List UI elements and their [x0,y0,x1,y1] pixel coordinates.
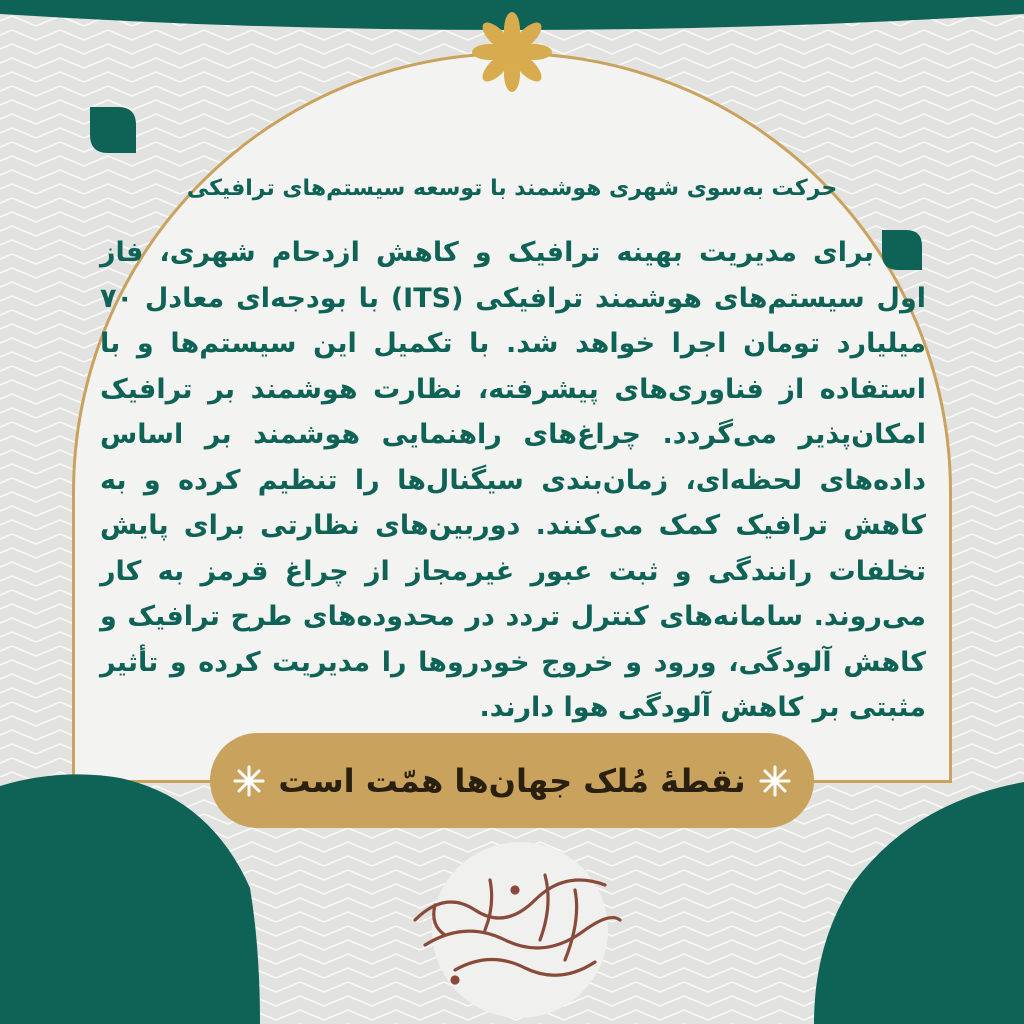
leaf-icon [88,105,138,155]
post-body: برای مدیریت بهینه ترافیک و کاهش ازدحام شهری، فاز اول سیستم‌های هوشمند ترافیکی (ITS) با بودجه‌ای معادل ۷۰ میلیارد تومان اجرا خواهد شد. با تکمیل این سیستم‌ها و با استفاده از فناوری‌های پیشرفته، نظارت هوشمند بر ترافیک امکان‌پذیر می‌گردد. چراغ‌های راهنمایی هوشمند بر اساس داده‌های لحظه‌ای، زمان‌بندی سیگنال‌ها را تنظیم کرده و به کاهش ترافیک کمک می‌کنند. دوربین‌های نظارتی برای پایش تخلفات رانندگی و ثبت عبور غیرمجاز از چراغ قرمز به کار می‌روند. سامانه‌های کنترل تردد در محدوده‌های طرح ترافیک و کاهش آلودگی، ورود و خروج خودروها را مدیریت کرده و تأثیر مثبتی بر کاهش آلودگی هوا دارند. [100,237,926,723]
slogan-text: نقطهٔ مُلک جهان‌ها همّت است [278,761,746,800]
calligraphy-signature-logo [395,850,635,1010]
post-title: حرکت به‌سوی شهری هوشمند با توسعه سیستم‌های ترافیکی [186,176,838,201]
asterisk-icon [232,764,266,798]
bottom-right-green-shape [814,782,1024,1024]
asterisk-icon [758,764,792,798]
flower-ornament-icon [468,8,556,96]
slogan-banner [210,733,814,828]
